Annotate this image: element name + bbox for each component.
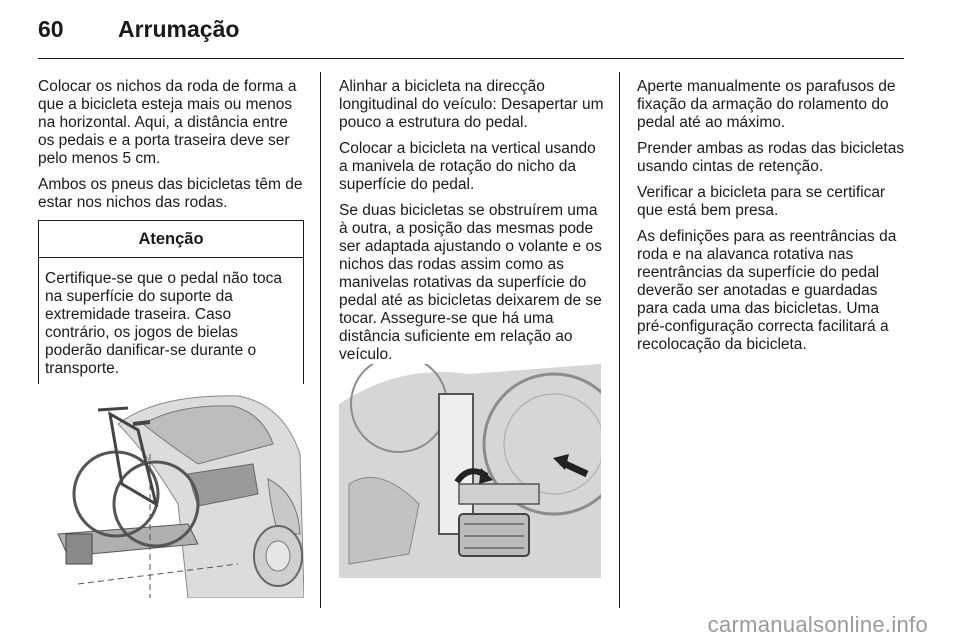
header-rule (38, 58, 904, 59)
pedal-holder-illustration (339, 364, 601, 578)
paragraph: Alinhar a bicicleta na direcção longitudinal do veículo: Desapertar um pouco a estrutura do pedal. (339, 78, 604, 131)
bike-carrier-illustration (38, 384, 304, 598)
column-middle (339, 78, 607, 372)
column-right (637, 78, 907, 362)
paragraph: As definições para as reentrâncias da roda e na alavanca rotativa nas reentrâncias da superfície do pedal deverão ser anotadas e guardadas para cada uma das bicicletas. Uma pré-configuração correcta facilitará a recolocação da bicicleta. (637, 228, 897, 353)
paragraph: Colocar os nichos da roda de forma a que a bicicleta esteja mais ou menos na horizontal. Aqui, a distância entre os pedais e a porta traseira deve ser pelo menos 5 cm. (38, 78, 297, 167)
warning-title: Atenção (39, 221, 303, 258)
paragraph: Prender ambas as rodas das bicicletas usando cintas de retenção. (637, 140, 905, 175)
page-header (38, 16, 904, 56)
paragraph: Verificar a bicicleta para se certificar que está bem presa. (637, 184, 886, 219)
page-number: 60 (38, 16, 64, 42)
section-title: Arrumação (118, 16, 240, 42)
column-divider (320, 72, 321, 608)
column-left (38, 78, 304, 387)
paragraph: Se duas bicicletas se obstruírem uma à outra, a posição das mesmas pode ser adaptada ajustando o volante e os nichos das rodas assim como as manivelas rotativas da superfície do pedal até as bicicletas deixarem de se tocar. Assegure-se que há uma distância suficiente em relação ao veículo. (339, 202, 602, 363)
warning-body: Certifique-se que o pedal não toca na superfície do suporte da extremidade traseira. Caso contrário, os jogos de bielas poderão danificar-se durante o transporte. (45, 270, 282, 377)
column-divider (619, 72, 620, 608)
paragraph: Aperte manualmente os parafusos de fixação da armação do rolamento do pedal até ao máximo. (637, 78, 896, 131)
warning-box (38, 220, 304, 387)
watermark: carmanualsonline.info (707, 612, 928, 637)
paragraph: Ambos os pneus das bicicletas têm de estar nos nichos das rodas. (38, 176, 303, 211)
paragraph: Colocar a bicicleta na vertical usando a manivela de rotação do nicho da superfície do pedal. (339, 140, 596, 193)
